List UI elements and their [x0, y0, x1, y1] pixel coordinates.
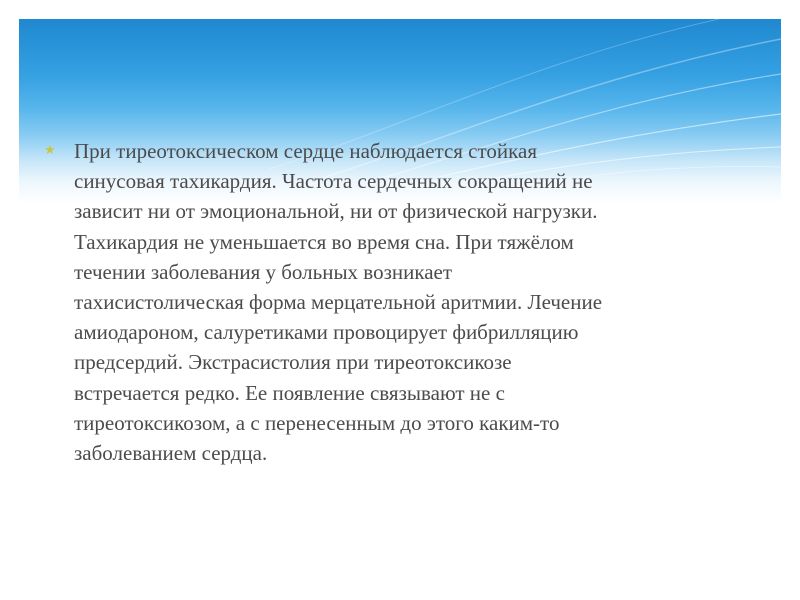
text-line: синусовая тахикардия. Частота сердечных сокращений не: [74, 169, 593, 194]
text-line: зависит ни от эмоциональной, ни от физической нагрузки.: [74, 199, 598, 224]
text-line: тахисистолическая форма мерцательной аритмии. Лечение: [74, 290, 603, 315]
text-line: тиреотоксикозом, а с перенесенным до этого каким-то: [74, 410, 560, 435]
bullet-paragraph: [42, 136, 758, 468]
slide-body: [42, 136, 758, 468]
paragraph-text: [74, 136, 758, 468]
text-line: заболеванием сердца.: [74, 441, 268, 466]
text-line: Тахикардия не уменьшается во время сна. При тяжёлом: [74, 229, 574, 254]
text-line: течении заболевания у больных возникает: [74, 259, 453, 284]
text-line: При тиреотоксическом сердце наблюдается стойкая: [74, 139, 538, 163]
text-line: предсердий. Экстрасистолия при тиреотоксикозе: [74, 350, 512, 375]
text-line: амиодароном, салуретиками провоцирует фибрилляцию: [74, 320, 579, 345]
star-bullet-icon: ★: [44, 143, 56, 158]
text-line: встречается редко. Ее появление связывают не с: [74, 380, 505, 405]
